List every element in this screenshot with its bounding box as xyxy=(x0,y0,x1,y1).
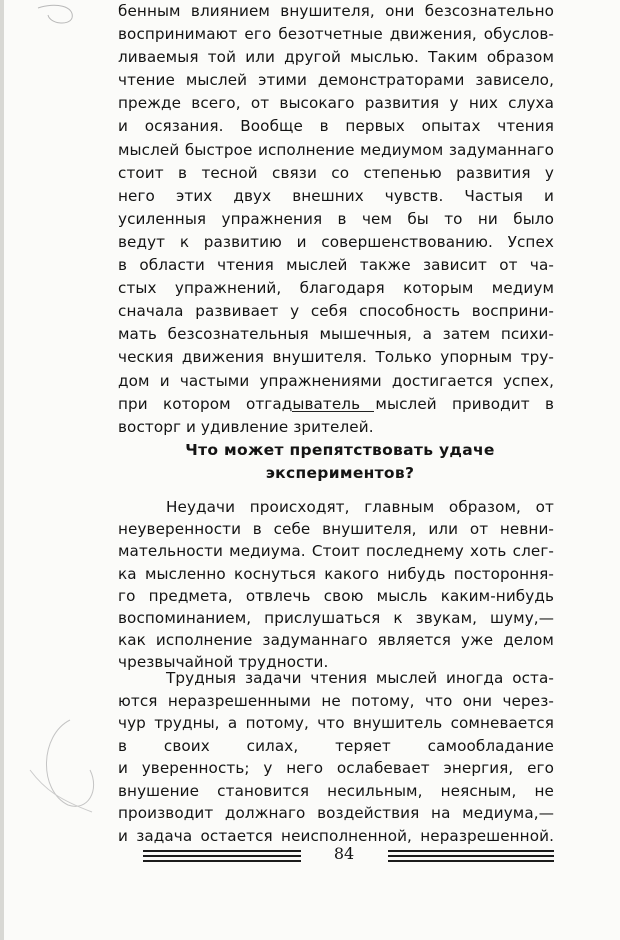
text-line: и задача остается неисполненной, неразрешенной. xyxy=(118,826,554,845)
scribble-left-curve xyxy=(46,720,93,806)
rule-bar xyxy=(143,855,301,857)
text-line: бенным влиянием внушителя, они безсознательно xyxy=(118,2,554,20)
scribble-top-left xyxy=(38,5,72,23)
text-line: ведут к развитию и совершенствованию. Успех xyxy=(118,232,554,251)
text-line: в своих силах, теряет самообладание xyxy=(118,736,554,755)
paragraph-2 xyxy=(118,496,554,674)
paragraph-1 xyxy=(118,0,554,439)
rule-bar xyxy=(388,850,554,852)
text-line: внушение становится несильным, неясным, не xyxy=(118,781,554,800)
text-line: при котором отгадыватель мыслей приводит в xyxy=(118,394,554,413)
text-line: и уверенность; у него ослабевает энергия, его xyxy=(118,759,554,777)
text-line: Трудныя задачи чтения мыслей иногда оста- xyxy=(166,669,554,687)
text-line: сначала развивает у себя способность восприни- xyxy=(118,302,554,321)
text-line: стоит в тесной связи со степенью развития у xyxy=(118,163,554,182)
text-line: него этих двух внешних чувств. Частыя и xyxy=(118,186,554,205)
text-line: чтение мыслей этими демонстраторами зависело, xyxy=(118,71,554,90)
text-line: ливаемыя той или другой мыслью. Таким образом xyxy=(118,48,554,67)
section-divider xyxy=(292,411,374,412)
footer-rule-right xyxy=(388,850,554,864)
page-number: 84 xyxy=(333,844,355,863)
text-line: ются неразрешенными не потому, что они через- xyxy=(118,691,554,710)
text-line: мыслей быстрое исполнение медиумом задуманнаго xyxy=(118,140,554,159)
text-line: дом и частыми упражнениями достигается успех, xyxy=(118,371,554,390)
section-heading-line-2: экспериментов? xyxy=(265,464,415,482)
paragraph-3 xyxy=(118,667,554,847)
text-line: воспринимают его безотчетные движения, обуслов- xyxy=(118,25,554,44)
rule-bar xyxy=(388,855,554,857)
rule-bar xyxy=(388,860,554,862)
text-line: ка мысленно коснуться какого нибудь постороння- xyxy=(118,564,554,583)
section-heading-line-1: Что может препятствовать удаче xyxy=(185,441,495,459)
text-line: стых упражнений, благодаря которым медиум xyxy=(118,279,554,298)
text-line: чур трудны, а потому, что внушитель сомневается xyxy=(118,714,554,732)
text-line: Неудачи происходят, главным образом, от xyxy=(166,498,554,516)
footer-rule-left xyxy=(143,850,301,864)
text-line: прежде всего, от высокаго развития у них слуха xyxy=(118,94,554,113)
text-line: усиленныя упражнения в чем бы то ни было xyxy=(118,209,554,228)
text-line: как исполнение задуманнаго является уже делом xyxy=(118,631,554,650)
text-line: воспоминанием, прислушаться к звукам, шуму,— xyxy=(118,608,554,627)
text-line: ческия движения внушителя. Только упорным тру- xyxy=(118,348,554,367)
text-line: чрезвычайной трудности. xyxy=(118,653,329,672)
rule-bar xyxy=(143,850,301,852)
text-line: производит должнаго воздействия на медиума,— xyxy=(118,804,554,822)
text-line: го предмета, отвлечь свою мысль каким-нибудь xyxy=(118,586,554,605)
scribble-left-line xyxy=(30,770,92,812)
text-line: мать безсознательныя мышечныя, а затем психи- xyxy=(118,325,554,344)
text-line: и осязания. Вообще в первых опытах чтения xyxy=(118,117,554,136)
text-line: в области чтения мыслей также зависит от ча- xyxy=(118,256,554,275)
text-line: восторг и удивление зрителей. xyxy=(118,417,374,436)
page-edge-shadow xyxy=(0,0,4,940)
rule-bar xyxy=(143,860,301,862)
text-line: мательности медиума. Стоит последнему хоть слег- xyxy=(118,542,554,561)
text-line: неуверенности в себе внушителя, или от невни- xyxy=(118,520,554,539)
